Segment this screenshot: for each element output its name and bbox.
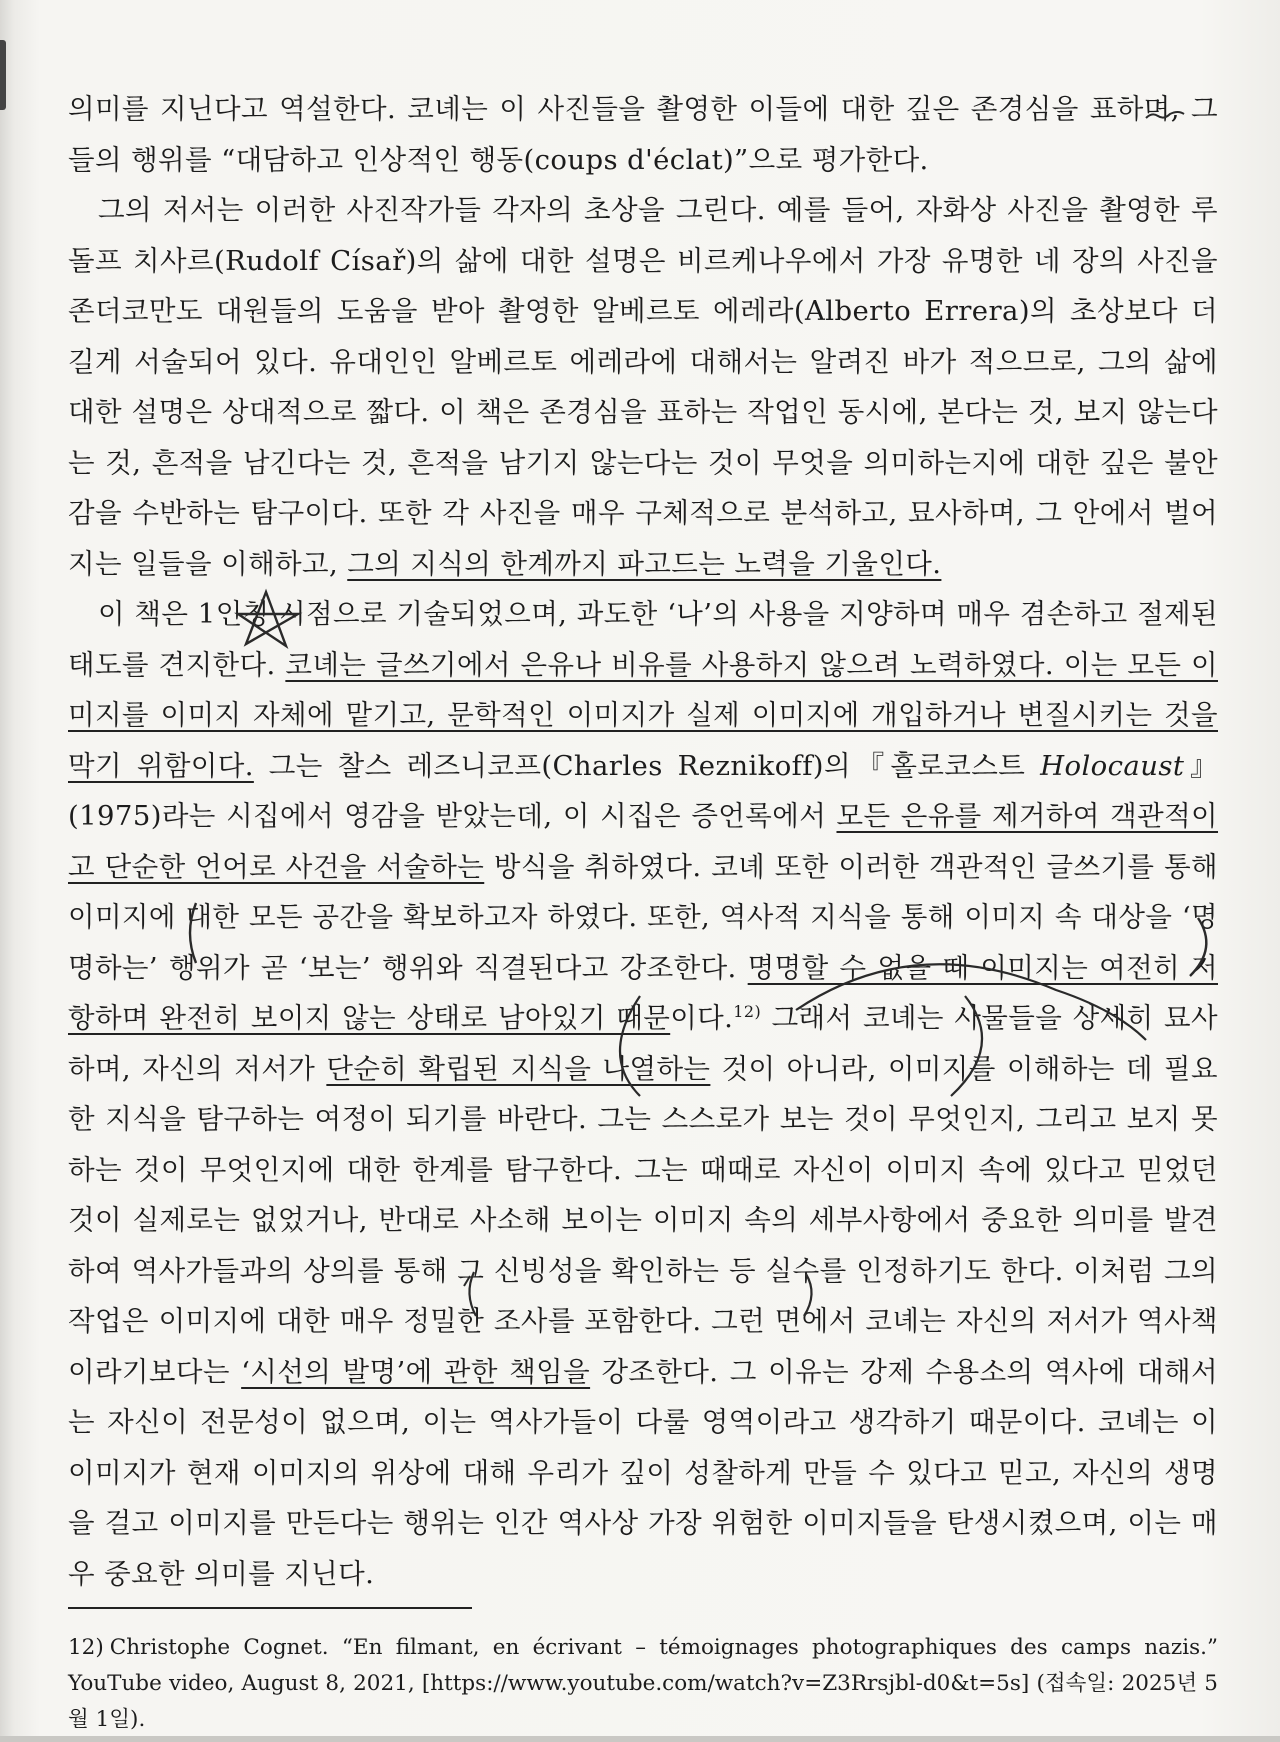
text-segment: 것이 아니라, 이미지를 이해하는 데 필요한 지식을 탐구하는 여정이 되기를 바란다. 그는 스스로가 보는 것이 무엇인지, 그리고 보지 못하는 것이 무엇인지에 대한 한계를 탐구한다. 그는 때때로 자신이 이미지 속에 있다고 믿었던 것이 실제로는 없었거나, 반대로 사소해 보이는 이미지 속의 세부사항에서 중요한 의미를 발견하여 역사가들과의 상의를 통해 그 신빙성을 확인하는 등 실수를 인정하기도 한다. 이처럼 그의 작업은 이미지에 대한 매우 정밀한 조사를 포함한다. 그런 면에서 코녜는 자신의 저서가 역사책이라기보다는 <box>68 1052 1218 1388</box>
text-segment: 의미를 지닌다고 역설한다. 코녜는 이 사진들을 촬영한 이들에 대한 깊은 존경심을 표하며, 그들의 행위를 “대담하고 인상적인 행동(coups d'éclat)”으로 평가한다. <box>68 93 1218 176</box>
underlined-text: 그의 지식의 한계까지 파고드는 노력을 기울인다. <box>347 547 942 580</box>
text-segment: 이다. <box>670 1002 734 1034</box>
text-segment: Holocaust <box>1040 749 1185 782</box>
body-text <box>68 84 1218 1599</box>
footnote-text: Christophe Cognet. “En filmant, en écrivant – témoignages photographiques des camps nazis.” YouTube video, August 8, 2021, [https://www.youtube.com/watch?v=Z3Rrsjbl-d0&t=5s] (접속일: 2025년 5월 1일). <box>68 1635 1218 1732</box>
underlined-text: 명명할 수 없을 때 이미지는 여전히 저항하며 완전히 보이지 않는 상태로 남아있기 때문 <box>68 951 1218 1034</box>
paragraph-p2 <box>68 589 1218 1599</box>
footnote-separator <box>68 1607 472 1609</box>
text-segment: 그는 찰스 레즈니코프(Charles Reznikoff)의『홀로코스트 <box>253 749 1041 782</box>
text-segment: 』(1975)라는 시집에서 영감을 받았는데, 이 시집은 증언록에서 <box>68 749 1218 832</box>
underlined-text: 단순히 확립된 지식을 나열하는 <box>326 1052 711 1085</box>
text-segment: 이 책은 1인칭 시점으로 기술되었으며, 과도한 ‘나’의 사용을 지양하며 매우 겸손하고 절제된 태도를 견지한다. <box>68 598 1218 681</box>
text-segment: 그래서 코녜는 사물들을 상세히 묘사하며, 자신의 저서가 <box>68 1002 1218 1085</box>
text-segment: 방식을 취하였다. 코녜 또한 이러한 객관적인 글쓰기를 통해 이미지에 대한 모든 공간을 확보하고자 하였다. 또한, 역사적 지식을 통해 이미지 속 대상을 ‘명명하는’ 행위가 곧 ‘보는’ 행위와 직결된다고 강조한다. <box>68 850 1219 984</box>
page-bottom-edge <box>0 1736 1280 1742</box>
text-segment: 그의 저서는 이러한 사진작가들 각자의 초상을 그린다. 예를 들어, 자화상 사진을 촬영한 루돌프 치사르(Rudolf Císař)의 삶에 대한 설명은 비르케나우에서 가장 유명한 네 장의 사진을 존더코만도 대원들의 도움을 받아 촬영한 알베르토 에레라(Alberto Errera)의 초상보다 더 길게 서술되어 있다. 유대인인 알베르토 에레라에 대해서는 알려진 바가 적으므로, 그의 삶에 대한 설명은 상대적으로 짧다. 이 책은 존경심을 표하는 작업인 동시에, 본다는 것, 보지 않는다는 것, 흔적을 남긴다는 것, 흔적을 남기지 않는다는 것이 무엇을 의미하는지에 대한 깊은 불안감을 수반하는 탐구이다. 또한 각 사진을 매우 구체적으로 분석하고, 묘사하며, 그 안에서 벌어지는 일들을 이해하고, <box>68 194 1218 580</box>
footnote-number: 12) <box>68 1635 104 1660</box>
underlined-text: 모든 은유를 제거하여 객관적이고 단순한 언어로 사건을 서술하는 <box>68 800 1219 883</box>
underlined-text: 코녜는 글쓰기에서 은유나 비유를 사용하지 않으려 노력하였다. 이는 모든 이미지를 이미지 자체에 맡기고, 문학적인 이미지가 실제 이미지에 개입하거나 변질시키는 것을 막기 위함이다. <box>68 648 1218 782</box>
footnote-ref: 12) <box>733 1001 762 1021</box>
footnote <box>68 1630 1218 1738</box>
underlined-text: ‘시선의 발명’에 관한 책임을 <box>241 1355 591 1388</box>
text-segment: 강조한다. 그 이유는 강제 수용소의 역사에 대해서는 자신이 전문성이 없으며, 이는 역사가들이 다룰 영역이라고 생각하기 때문이다. 코녜는 이 이미지가 현재 이미지의 위상에 대해 우리가 깊이 성찰하게 만들 수 있다고 믿고, 자신의 생명을 걸고 이미지를 만든다는 행위는 인간 역사상 가장 위험한 이미지들을 탄생시켰으며, 이는 매우 중요한 의미를 지닌다. <box>68 1355 1218 1590</box>
paragraph-p1 <box>68 185 1218 589</box>
paragraph-p0 <box>68 84 1218 185</box>
binder-edge-mark <box>0 40 6 110</box>
